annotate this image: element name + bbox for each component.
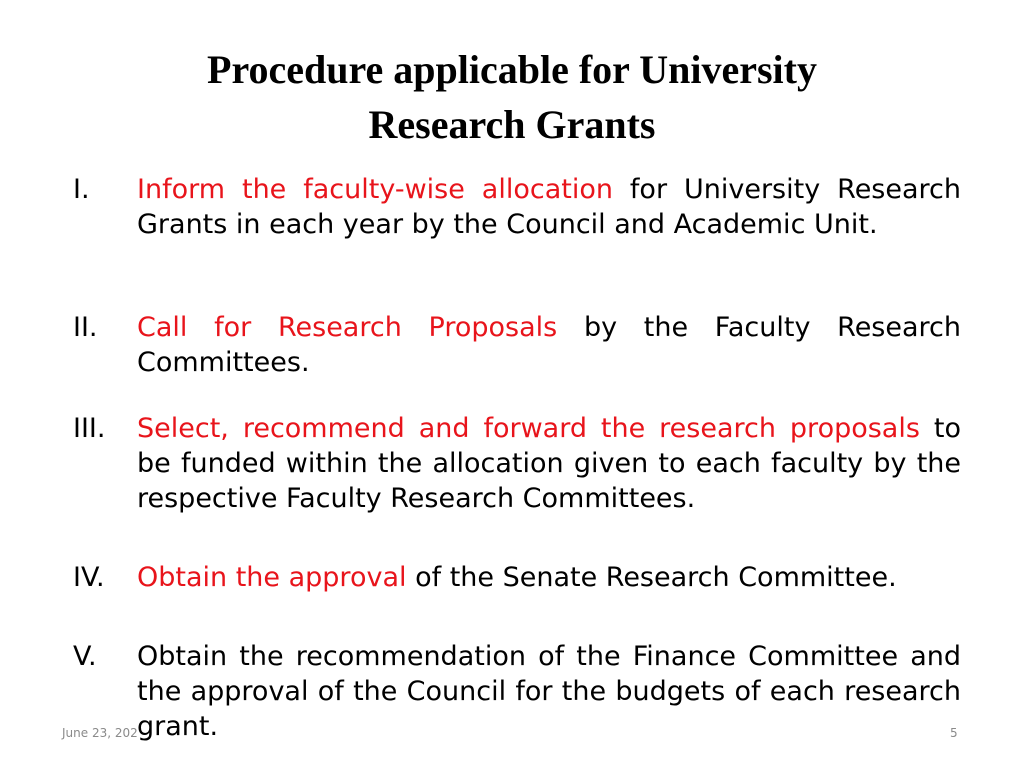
footer-date: June 23, 202 — [62, 726, 138, 740]
list-item-numeral: III. — [73, 413, 106, 444]
item-body-text: of the Senate Research Committee. — [406, 562, 897, 593]
item-body-text: Obtain the recommendation of the Finance Committee and the approval of the Council for the budgets of each research grant. — [137, 641, 961, 742]
page-number: 5 — [950, 726, 958, 740]
highlighted-phrase: Select, recommend and forward the research proposals — [137, 413, 920, 444]
slide-title-line-1: Procedure applicable for University — [207, 47, 817, 92]
list-item-numeral: II. — [73, 312, 98, 343]
slide-title — [80, 42, 944, 152]
list-item-numeral: IV. — [73, 562, 105, 593]
item-body-text: by the Faculty Research Committees. — [137, 312, 961, 378]
list-item-text — [137, 172, 961, 242]
item-body-text: for University Research Grants in each year by the Council and Academic Unit. — [137, 174, 961, 240]
highlighted-phrase: Inform the faculty-wise allocation — [137, 174, 613, 205]
list-item-text — [137, 560, 961, 595]
item-body-text: to be funded within the allocation given to each faculty by the respective Faculty Research Committees. — [137, 413, 961, 514]
list-item-text — [137, 411, 961, 516]
highlighted-phrase: Obtain the approval — [137, 562, 407, 593]
slide-title-line-2: Research Grants — [368, 102, 656, 147]
list-item-text — [137, 310, 961, 380]
list-item-numeral: I. — [73, 174, 90, 205]
list-item-text — [137, 639, 961, 744]
highlighted-phrase: Call for Research Proposals — [137, 312, 558, 343]
list-item-numeral: V. — [73, 641, 97, 672]
